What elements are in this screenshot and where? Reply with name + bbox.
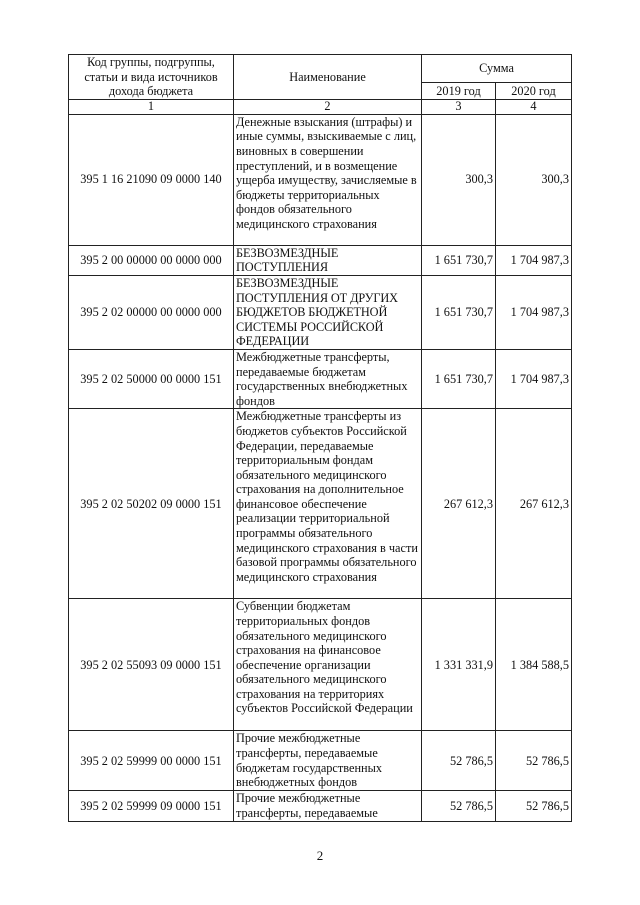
row-sum-2020: 1 704 987,3 (496, 349, 572, 408)
table-row (69, 114, 572, 245)
row-code: 395 2 02 59999 00 0000 151 (69, 731, 234, 791)
row-sum-2019: 300,3 (422, 114, 496, 245)
row-code: 395 2 02 55093 09 0000 151 (69, 599, 234, 731)
table-row (69, 349, 572, 408)
budget-revenue-table (68, 54, 572, 822)
row-sum-2020: 267 612,3 (496, 409, 572, 599)
row-code: 395 2 02 59999 09 0000 151 (69, 791, 234, 821)
row-code: 395 2 02 00000 00 0000 000 (69, 275, 234, 349)
row-name: Межбюджетные трансферты, передаваемые бюджетам государственных внебюджетных фондов (234, 349, 422, 408)
table-row (69, 245, 572, 275)
table-row (69, 599, 572, 731)
row-sum-2019: 52 786,5 (422, 731, 496, 791)
row-sum-2019: 52 786,5 (422, 791, 496, 821)
row-name: БЕЗВОЗМЕЗДНЫЕ ПОСТУПЛЕНИЯ ОТ ДРУГИХ БЮДЖЕТОВ БЮДЖЕТНОЙ СИСТЕМЫ РОССИЙСКОЙ ФЕДЕРАЦИИ (234, 275, 422, 349)
row-name: Прочие межбюджетные трансферты, передаваемые (234, 791, 422, 821)
header-year-2019: 2019 год (422, 83, 496, 99)
header-sum: Сумма (422, 55, 572, 83)
row-code: 395 2 00 00000 00 0000 000 (69, 245, 234, 275)
row-name: Денежные взыскания (штрафы) и иные суммы, взыскиваемые с лиц, виновных в совершении преступлений, и в возмещение ущерба имуществу, зачисляемые в бюджеты территориальных фондов обязательного медицинского страхования (234, 114, 422, 245)
header-code: Код группы, подгруппы, статьи и вида источников дохода бюджета (69, 55, 234, 100)
header-name: Наименование (234, 55, 422, 100)
row-sum-2019: 1 651 730,7 (422, 349, 496, 408)
column-number-2: 2 (234, 99, 422, 114)
row-name: Прочие межбюджетные трансферты, передаваемые бюджетам государственных внебюджетных фондов (234, 731, 422, 791)
row-sum-2020: 1 704 987,3 (496, 245, 572, 275)
row-sum-2019: 267 612,3 (422, 409, 496, 599)
row-sum-2020: 52 786,5 (496, 731, 572, 791)
row-name: Межбюджетные трансферты из бюджетов субъектов Российской Федерации, передаваемые территориальным фондам обязательного медицинского страхования на дополнительное финансовое обеспечение реализации территориальной программы обязательного медицинского страхования в части базовой программы обязательного медицинского страхования (234, 409, 422, 599)
row-name: Субвенции бюджетам территориальных фондов обязательного медицинского страхования на финансовое обеспечение организации обязательного медицинского страхования на территориях субъектов Российской Федерации (234, 599, 422, 731)
row-sum-2019: 1 651 730,7 (422, 245, 496, 275)
row-sum-2020: 300,3 (496, 114, 572, 245)
row-sum-2020: 1 704 987,3 (496, 275, 572, 349)
header-year-2020: 2020 год (496, 83, 572, 99)
table-row (69, 731, 572, 791)
row-sum-2020: 1 384 588,5 (496, 599, 572, 731)
column-number-4: 4 (496, 99, 572, 114)
row-sum-2019: 1 331 331,9 (422, 599, 496, 731)
row-code: 395 2 02 50000 00 0000 151 (69, 349, 234, 408)
row-sum-2019: 1 651 730,7 (422, 275, 496, 349)
row-code: 395 1 16 21090 09 0000 140 (69, 114, 234, 245)
column-number-3: 3 (422, 99, 496, 114)
row-code: 395 2 02 50202 09 0000 151 (69, 409, 234, 599)
page-number: 2 (316, 848, 324, 863)
row-sum-2020: 52 786,5 (496, 791, 572, 821)
table-row (69, 409, 572, 599)
row-name: БЕЗВОЗМЕЗДНЫЕ ПОСТУПЛЕНИЯ (234, 245, 422, 275)
table-row (69, 791, 572, 821)
table-row (69, 275, 572, 349)
column-number-1: 1 (69, 99, 234, 114)
